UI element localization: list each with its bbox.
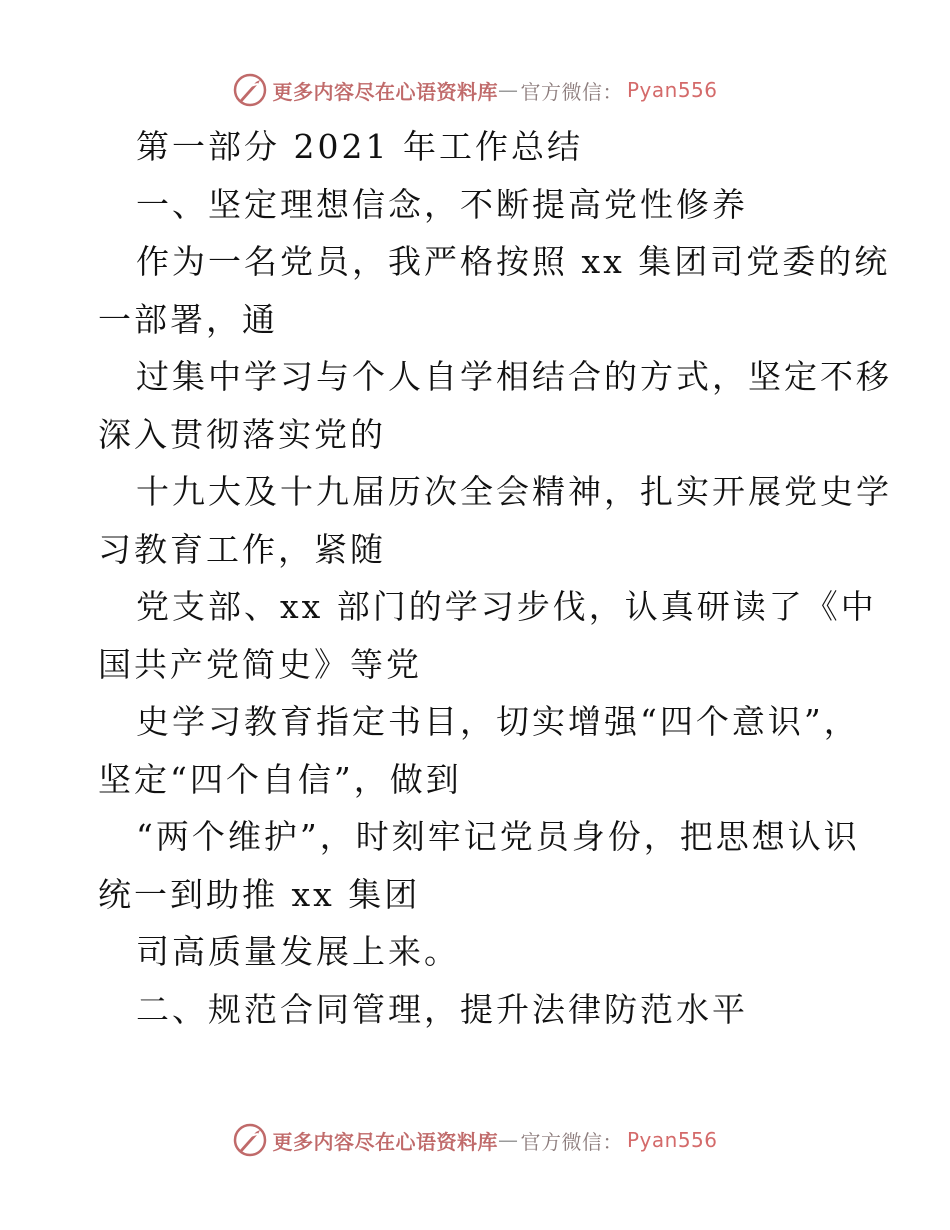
watermark-wechat-label: 官方微信： (520, 1129, 623, 1154)
watermark-separator: — (497, 78, 519, 102)
header-watermark (0, 70, 950, 110)
text-line: 党支部、xx 部门的学习步伐，认真研读了《中 (136, 587, 877, 626)
text-line: 深入贯彻落实党的 (98, 414, 386, 454)
quill-pen-logo-icon (232, 1122, 268, 1158)
watermark-wechat-id: Pyan556 (626, 78, 718, 102)
text-line: 习教育工作，紧随 (98, 529, 386, 569)
text-line: 司高质量发展上来。 (136, 932, 460, 971)
text-line: 十九大及十九届历次全会精神，扎实开展党史学 (136, 472, 892, 511)
document-body (98, 118, 892, 1038)
watermark-brand-text: 更多内容尽在心语资料库 (272, 79, 498, 104)
text-line: 作为一名党员，我严格按照 xx 集团司党委的统 (136, 242, 891, 281)
text-line: 过集中学习与个人自学相结合的方式，坚定不移 (136, 357, 892, 396)
quill-pen-logo-icon (232, 72, 268, 108)
text-line: 一部署，通 (98, 299, 278, 339)
text-line: 一、坚定理想信念，不断提高党性修养 (136, 184, 748, 224)
text-line: 国共产党简史》等党 (98, 644, 422, 684)
watermark-wechat-id: Pyan556 (626, 1128, 718, 1152)
text-line: 统一到助推 xx 集团 (98, 874, 421, 914)
text-line: 史学习教育指定书目，切实增强“四个意识”， (136, 702, 860, 741)
text-line: 第一部分 2021 年工作总结 (136, 127, 583, 166)
watermark-separator: — (497, 1128, 519, 1152)
text-line: 坚定“四个自信”，做到 (98, 759, 462, 799)
watermark-wechat-label: 官方微信： (520, 79, 623, 104)
text-line: 二、规范合同管理，提升法律防范水平 (136, 989, 748, 1029)
watermark-brand-text: 更多内容尽在心语资料库 (272, 1129, 498, 1154)
text-line: “两个维护”，时刻牢记党员身份，把思想认识 (136, 817, 860, 856)
footer-watermark (0, 1120, 950, 1160)
